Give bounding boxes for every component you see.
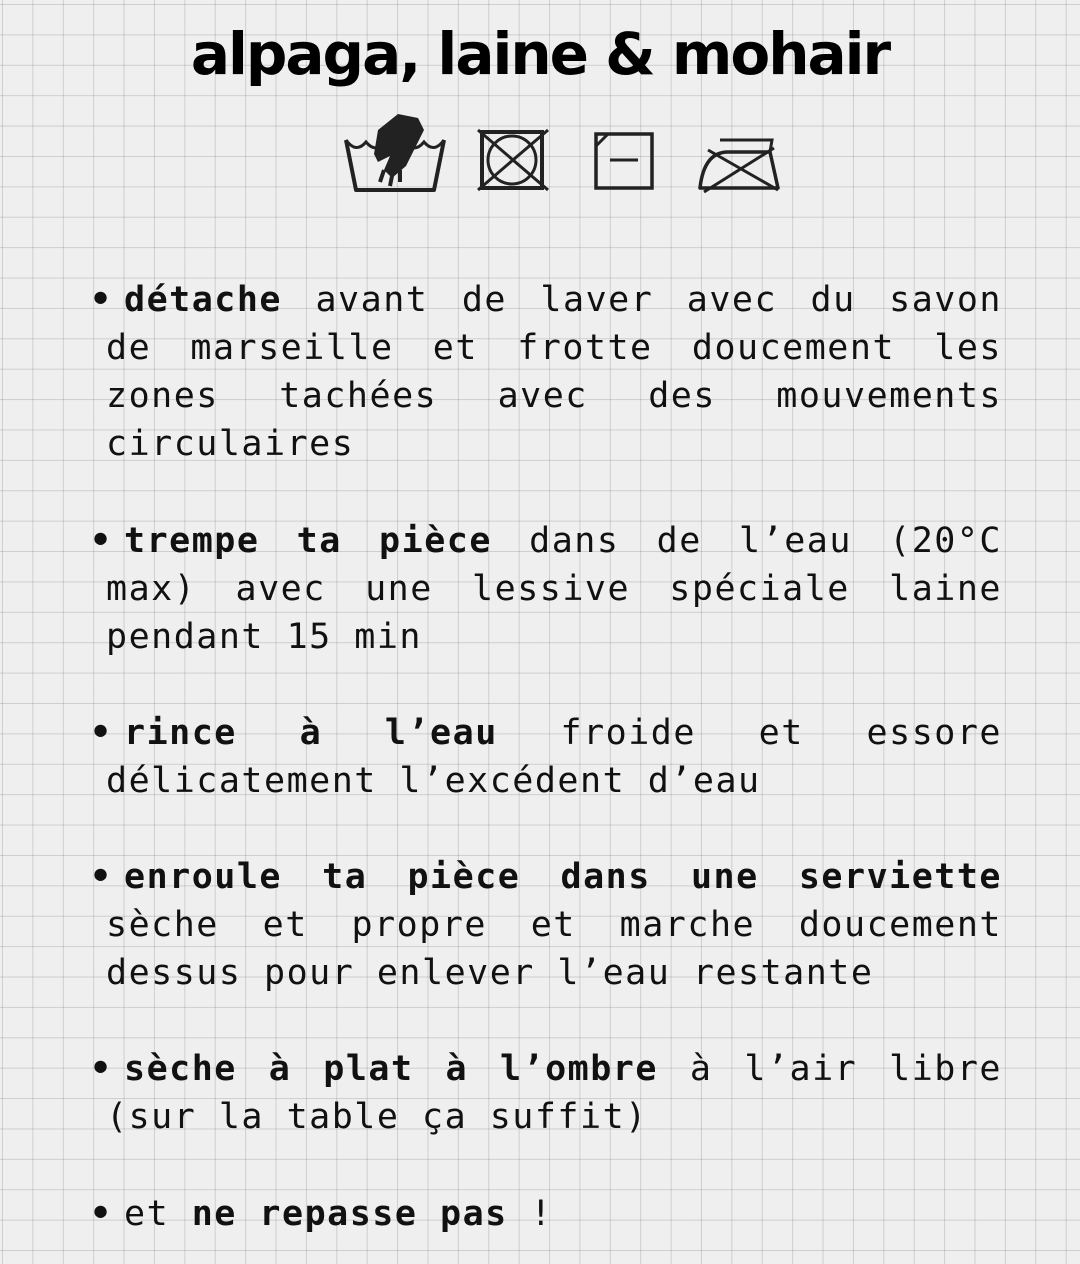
instruction-item (90, 1190, 553, 1238)
dry-flat-icon (590, 110, 660, 200)
do-not-tumble-dry-icon (474, 110, 552, 200)
instruction-text: ! (507, 1194, 553, 1234)
instruction-item (90, 709, 1002, 805)
instruction-text: à l’air libre (sur la table ça suffit) (106, 1049, 1002, 1137)
care-symbols (0, 110, 1080, 200)
instruction-item (90, 517, 1002, 661)
instruction-item (90, 853, 1002, 997)
bullet: • (90, 713, 113, 753)
bullet: • (90, 1194, 113, 1234)
instruction-text: dans de l’eau (20°C max) avec une lessive spéciale laine pendant 15 min (106, 521, 1002, 657)
instruction-text: avant de laver avec du savon de marseille et frotte doucement les zones tachées avec des mouvements circulaires (106, 280, 1002, 464)
instruction-highlight: sèche à plat à l’ombre (124, 1049, 658, 1089)
instruction-text: sèche et propre et marche doucement dessus pour enlever l’eau restante (106, 905, 1002, 993)
do-not-iron-icon (690, 110, 784, 200)
instruction-highlight: ne repasse pas (191, 1194, 508, 1234)
instruction-item (90, 276, 1002, 468)
instruction-text: froide et essore délicatement l’excédent d’eau (106, 713, 1002, 801)
instruction-item (90, 1045, 1002, 1141)
bullet: • (90, 521, 113, 561)
instruction-highlight: enroule ta pièce dans une serviette (124, 857, 1002, 897)
instruction-highlight: rince à l’eau (124, 713, 498, 753)
bullet: • (90, 857, 113, 897)
hand-wash-icon (340, 110, 448, 200)
bullet: • (90, 280, 113, 320)
bullet: • (90, 1049, 113, 1089)
instruction-highlight: trempe ta pièce (124, 521, 492, 561)
instruction-highlight: détache (124, 280, 283, 320)
page-title: alpaga, laine & mohair (190, 20, 890, 88)
instruction-prefix: et (124, 1194, 192, 1234)
